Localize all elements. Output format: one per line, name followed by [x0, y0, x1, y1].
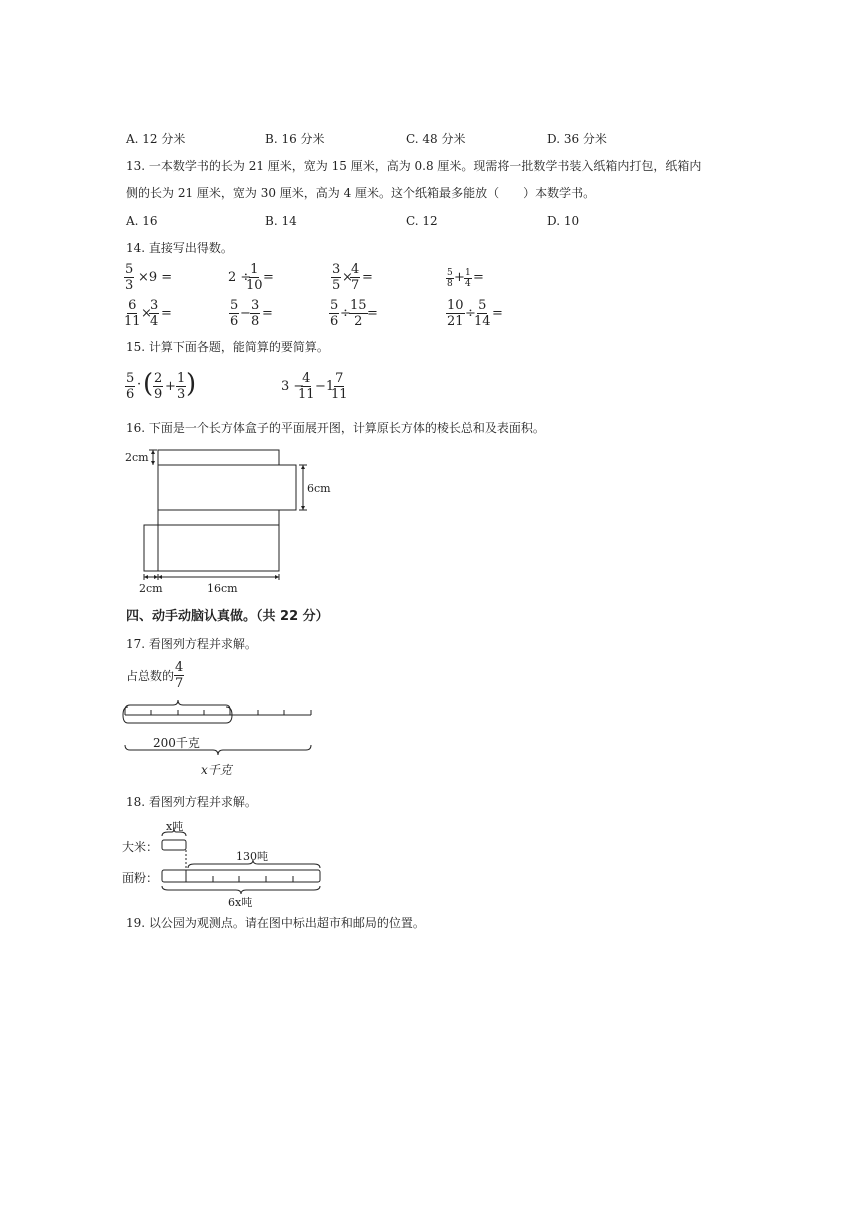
q13-line1: 13. 一本数学书的长为 21 厘米，宽为 15 厘米，高为 0.8 厘米。现需将一批数学书装入纸箱内打包，纸箱内 [126, 159, 702, 173]
net-top-face [158, 450, 279, 465]
net-middle-face [158, 510, 279, 525]
q16-box-net-diagram [115, 440, 345, 600]
label-2cm-bottom: 2cm [139, 582, 163, 595]
label-2cm-top: 2cm [125, 451, 149, 464]
q13-option-c: C. 12 [406, 214, 438, 228]
label-16cm: 16cm [207, 582, 238, 595]
net-bottom-face [158, 525, 279, 571]
label-x-kg: x千克 [201, 763, 232, 777]
q18-title: 18. 看图列方程并求解。 [126, 795, 257, 809]
q17-line-diagram [118, 690, 318, 782]
label-6cm: 6cm [307, 482, 331, 495]
q17-fraction: $\frac{4}{7}$ [175, 660, 184, 691]
label-rice: 大米： [122, 840, 159, 854]
label-6x-ton: 6x吨 [228, 896, 253, 909]
q16-title: 16. 下面是一个长方体盒子的平面展开图，计算原长方体的棱长总和及表面积。 [126, 421, 545, 435]
q14-title: 14. 直接写出得数。 [126, 241, 233, 255]
label-130-ton: 130吨 [236, 850, 268, 863]
q18-line-diagram [118, 818, 328, 910]
net-left-face [144, 525, 158, 571]
q19-title: 19. 以公园为观测点。请在图中标出超市和邮局的位置。 [126, 916, 425, 930]
q12-option-b: B. 16 分米 [265, 132, 325, 146]
section-4-heading: 四、动手动脑认真做。（共 22 分） [126, 609, 329, 624]
label-x-ton: x吨 [166, 820, 184, 833]
label-200kg: 200千克 [153, 736, 200, 750]
q12-option-c: C. 48 分米 [406, 132, 466, 146]
q12-option-d: D. 36 分米 [547, 132, 607, 146]
label-flour: 面粉： [122, 871, 159, 885]
q13-option-a: A. 16 [126, 214, 158, 228]
q17-label-prefix: 占总数的 [126, 669, 175, 683]
q13-option-d: D. 10 [547, 214, 580, 228]
net-side-face [158, 465, 296, 510]
q12-option-a: A. 12 分米 [126, 132, 186, 146]
q13-option-b: B. 14 [265, 214, 297, 228]
q17-title: 17. 看图列方程并求解。 [126, 637, 257, 651]
q15-title: 15. 计算下面各题，能简算的要简算。 [126, 340, 329, 354]
q13-line2: 侧的长为 21 厘米，宽为 30 厘米，高为 4 厘米。这个纸箱最多能放（ ）本数学书。 [126, 186, 596, 200]
